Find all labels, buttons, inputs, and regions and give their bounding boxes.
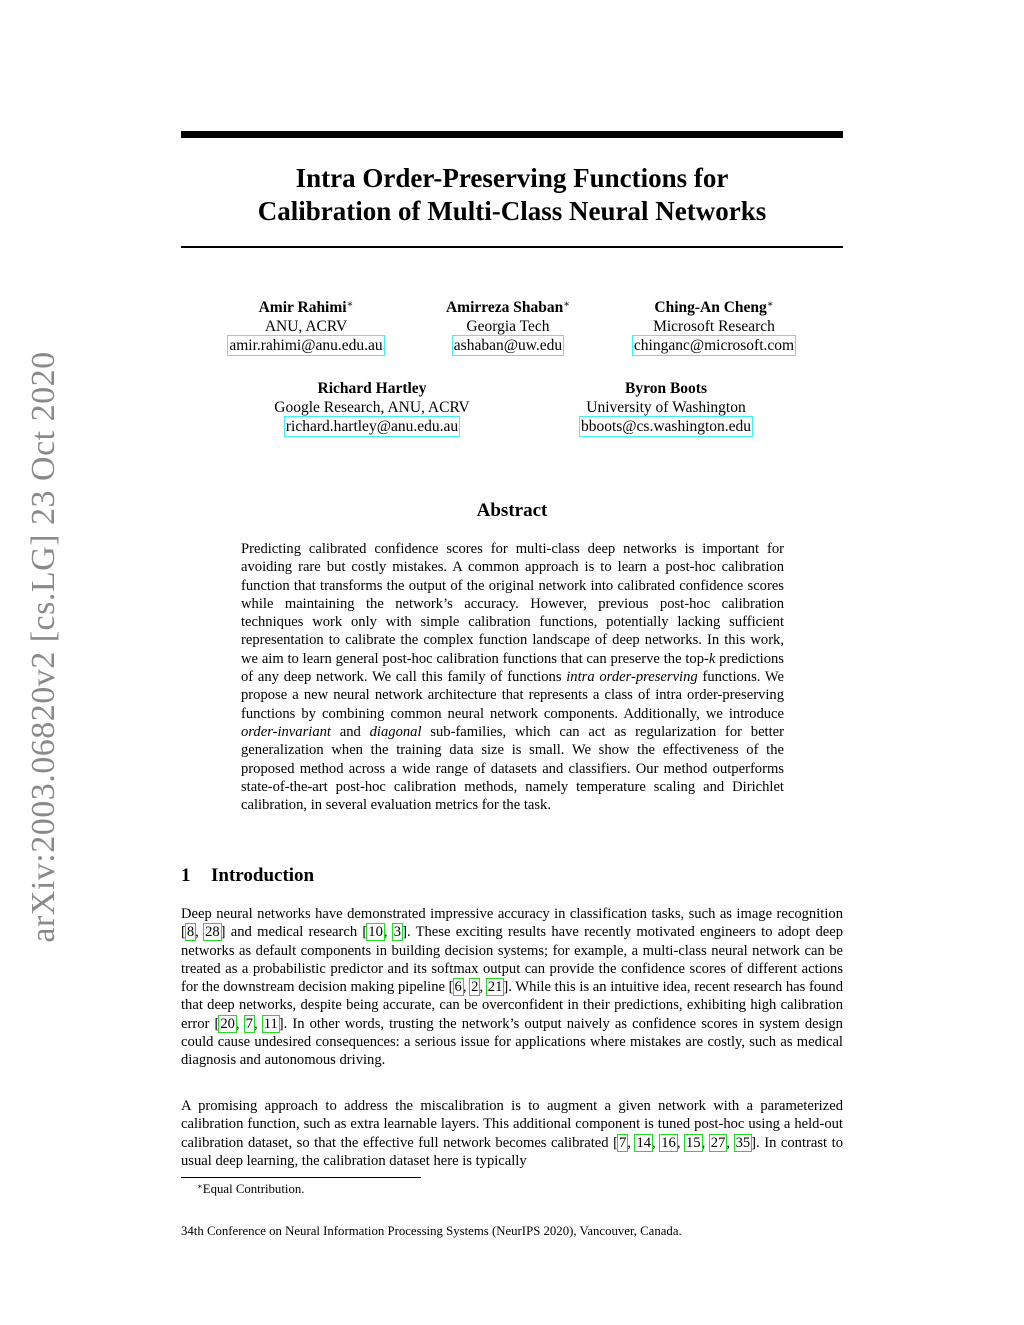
citation-link[interactable]: 6 [454, 979, 462, 996]
conference-notice: 34th Conference on Neural Information Processing Systems (NeurIPS 2020), Vancouver, Canada. [181, 1224, 682, 1238]
citation-link[interactable]: 15 [686, 1134, 701, 1151]
author-block-4 [252, 379, 492, 436]
citation-link[interactable]: 16 [661, 1134, 676, 1151]
author-email-link[interactable]: amir.rahimi@anu.edu.au [229, 337, 383, 354]
author-email-link[interactable]: chinganc@microsoft.com [633, 337, 795, 354]
author-name: Amir Rahimi∗ [258, 299, 354, 316]
footnote-rule [181, 1177, 421, 1178]
author-block-3 [614, 295, 814, 355]
citation-link[interactable]: 7 [245, 1015, 253, 1032]
citation-link[interactable]: 35 [735, 1134, 751, 1151]
citation-link[interactable]: 14 [636, 1134, 652, 1151]
abstract-heading: Abstract [476, 500, 548, 521]
citation-link[interactable]: 10 [368, 924, 383, 941]
author-name: Ching-An Cheng∗ [654, 299, 774, 316]
citation-link[interactable]: 20 [220, 1015, 235, 1032]
author-name: Richard Hartley [317, 380, 427, 397]
author-affiliation: Google Research, ANU, ACRV [274, 399, 470, 416]
title-line-1: Intra Order-Preserving Functions for [295, 163, 729, 193]
title-top-rule [181, 131, 843, 138]
title-line-2: Calibration of Multi-Class Neural Networks [257, 196, 767, 226]
section-title-text: Introduction [211, 865, 315, 886]
author-email-link[interactable]: richard.hartley@anu.edu.au [285, 418, 459, 435]
author-block-5 [546, 379, 786, 436]
author-block-1 [206, 295, 406, 355]
author-email-link[interactable]: bboots@cs.washington.edu [580, 418, 752, 435]
author-affiliation: ANU, ACRV [264, 318, 348, 335]
title-bottom-rule [181, 246, 843, 248]
author-affiliation: Microsoft Research [653, 318, 775, 335]
paper-title [181, 162, 843, 228]
author-affiliation: Georgia Tech [466, 318, 550, 335]
intro-paragraph-1: Deep neural networks have demonstrated impressive accuracy in classification tasks, such as image recognition [8, 28] and medical research [10, 3]. These exciting results have recently motivated engineers to adopt deep networks as default components in building decision systems; for example, a multi-class neural network can be treated as a probabilistic predictor and its softmax output can provide the confidence scores of different actions for the downstream decision making pipeline [6, 2, 21]. While this is an intuitive idea, recent research has found that deep networks, despite being accurate, can be overconfident in their predictions, exhibiting high calibration error [20, 7, 11]. In other words, trusting the network’s output naively as confidence scores in system design could cause undesired consequences: a serious issue for applications where mistakes are costly, such as medical diagnosis and autonomous driving. [181, 906, 844, 1069]
author-affiliation: University of Washington [586, 399, 746, 416]
author-name: Byron Boots [625, 380, 707, 397]
footnote: ∗Equal Contribution. [197, 1181, 305, 1196]
citation-link[interactable]: 7 [618, 1134, 627, 1151]
citation-link[interactable]: 28 [205, 924, 220, 941]
abstract-body: Predicting calibrated confidence scores for multi-class deep networks is important for avoiding rare but costly mistakes. A common approach is to learn a post-hoc calibration function that transforms the output of the original network into calibrated confidence scores while maintaining the network’s accuracy. However, previous post-hoc calibration techniques work only with simple calibration functions, potentially lacking sufficient representation to calibrate the complex function landscape of deep networks. In this work, we aim to learn general post-hoc calibration functions that can preserve the top-k predictions of any deep network. We call this family of functions intra order-preserving functions. We propose a new neural network architecture that represents a class of intra order-preserving functions by combining common neural network components. Additionally, we introduce order-invariant and diagonal sub-families, which can act as regularization for better generalization when the training data size is small. We show the effectiveness of the proposed method across a wide range of datasets and classifiers. Our method outperforms state-of-the-art post-hoc calibration methods, namely temperature scaling and Dirichlet calibration, in several evaluation metrics for the task. [241, 541, 784, 814]
citation-link[interactable]: 2 [471, 979, 479, 996]
section-heading [181, 865, 314, 887]
citation-link[interactable]: 21 [487, 979, 503, 996]
section-number: 1 [181, 865, 191, 886]
author-block-2 [408, 295, 608, 355]
author-email-link[interactable]: ashaban@uw.edu [453, 337, 563, 354]
citation-link[interactable]: 27 [710, 1134, 726, 1151]
author-name: Amirreza Shaban∗ [445, 299, 571, 316]
intro-paragraph-2: A promising approach to address the miscalibration is to augment a given network with a parameterized calibration function, such as extra learnable layers. This additional component is tuned post-hoc using a held-out calibration dataset, so that the effective full network becomes calibrated [7, 14, 16, 15, 27, 35]. In contrast to usual deep learning, the calibration dataset here is typically [181, 1098, 843, 1169]
citation-link[interactable]: 11 [263, 1015, 278, 1032]
arxiv-side-stamp: arXiv:2003.06820v2 [cs.LG] 23 Oct 2020 [25, 351, 62, 943]
citation-link[interactable]: 8 [186, 924, 195, 941]
citation-link[interactable]: 3 [393, 924, 402, 941]
